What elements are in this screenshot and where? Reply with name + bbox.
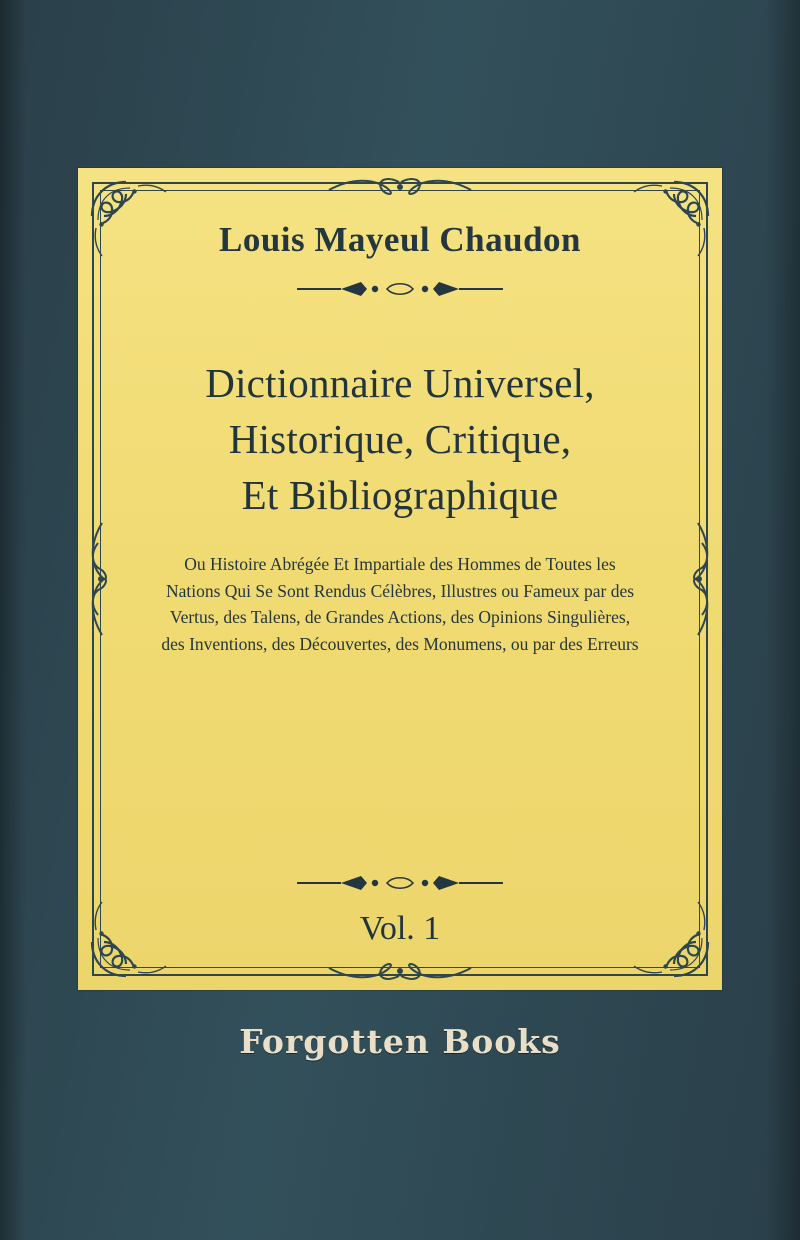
publisher-logo: Forgotten Books — [239, 1022, 561, 1061]
subtitle-line: Nations Qui Se Sont Rendus Célèbres, Illustres ou Fameux par des — [165, 580, 635, 601]
title-line: Et Bibliographique — [241, 471, 559, 518]
cover-label-panel — [78, 168, 722, 990]
book-subtitle — [122, 551, 678, 657]
volume-label: Vol. 1 — [359, 909, 441, 947]
author-name: Louis Mayeul Chaudon — [218, 220, 582, 259]
subtitle-line: des Inventions, des Découvertes, des Monumens, ou par des Erreurs — [161, 634, 639, 655]
cover-text-block — [122, 214, 678, 946]
subtitle-line: Vertus, des Talens, de Grandes Actions, des Opinions Singulières, — [169, 607, 631, 628]
book-title — [122, 356, 678, 523]
title-line: Historique, Critique, — [228, 415, 572, 462]
edge-flourish-icon — [682, 519, 716, 639]
edge-flourish-icon — [325, 172, 475, 202]
edge-flourish-icon — [325, 956, 475, 986]
edge-flourish-icon — [84, 519, 118, 639]
title-line: Dictionnaire Universel, — [205, 360, 595, 406]
subtitle-line: Ou Histoire Abrégée Et Impartiale des Hommes de Toutes les — [184, 554, 616, 575]
ornamental-divider-icon — [295, 870, 505, 896]
ornamental-divider-icon — [295, 276, 505, 302]
